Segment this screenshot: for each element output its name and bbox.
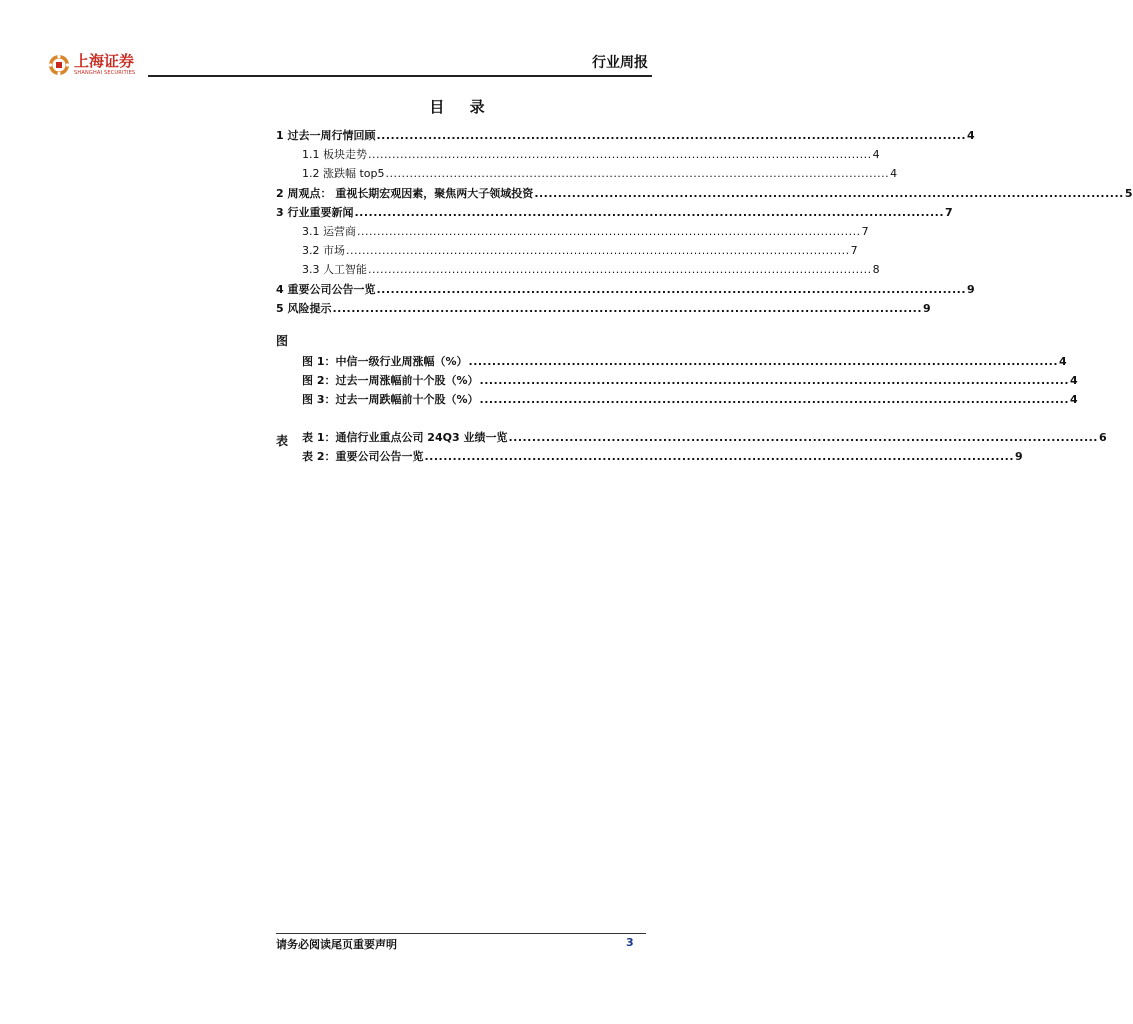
figure-entry[interactable]: 图 2：过去一周涨幅前十个股（%） .............................................................................................................................. 4 [302, 374, 1078, 388]
table-entry[interactable]: 表 2：重要公司公告一览 .............................................................................................................................. 9 [302, 450, 1023, 464]
page-number: 3 [626, 936, 634, 949]
toc-entry[interactable]: 1 过去一周行情回顾 .............................................................................................................................. 4 [276, 129, 975, 142]
logo-mark-icon [48, 54, 70, 76]
toc-entry[interactable]: 2 周观点： 重视长期宏观因素，聚焦两大子领域投资 .............................................................................................................................. 5 [276, 186, 1133, 200]
page-header [48, 48, 652, 78]
toc-entry[interactable]: 4 重要公司公告一览 .............................................................................................................................. 9 [276, 282, 975, 296]
figures-list [276, 352, 1078, 410]
header-divider [148, 75, 652, 77]
logo-english-name: SHANGHAI SECURITIES [74, 70, 136, 76]
figure-entry[interactable]: 图 3：过去一周跌幅前十个股（%） .............................................................................................................................. 4 [302, 393, 1078, 407]
figures-heading: 图 [276, 334, 289, 348]
toc-entry[interactable]: 1.2 涨跌幅 top5 .............................................................................................................................. 4 [302, 167, 898, 181]
toc-entry[interactable]: 3.3 人工智能 .............................................................................................................................. 8 [302, 263, 880, 277]
toc-entry[interactable]: 1.1 板块走势 .............................................................................................................................. 4 [302, 148, 880, 162]
table-of-contents [276, 126, 1133, 318]
logo-chinese-name: 上海证券 [74, 52, 135, 70]
toc-entry[interactable]: 3.2 市场 .............................................................................................................................. 7 [302, 244, 858, 258]
tables-list [276, 428, 1107, 466]
company-logo [48, 54, 135, 76]
report-type: 行业周报 [592, 55, 648, 71]
toc-entry[interactable]: 3.1 运营商 .............................................................................................................................. 7 [302, 224, 869, 238]
page-title: 目 录 [429, 98, 495, 116]
table-entry[interactable]: 表 1：通信行业重点公司 24Q3 业绩一览 .............................................................................................................................. 6 [302, 431, 1107, 444]
toc-entry[interactable]: 5 风险提示 .............................................................................................................................. 9 [276, 301, 931, 315]
figure-entry[interactable]: 图 1：中信一级行业周涨幅（%） .............................................................................................................................. 4 [302, 355, 1067, 368]
toc-entry[interactable]: 3 行业重要新闻 .............................................................................................................................. 7 [276, 205, 953, 219]
footer-disclaimer: 请务必阅读尾页重要声明 [276, 938, 397, 951]
footer-divider [276, 933, 646, 934]
tables-heading: 表 [276, 434, 289, 448]
